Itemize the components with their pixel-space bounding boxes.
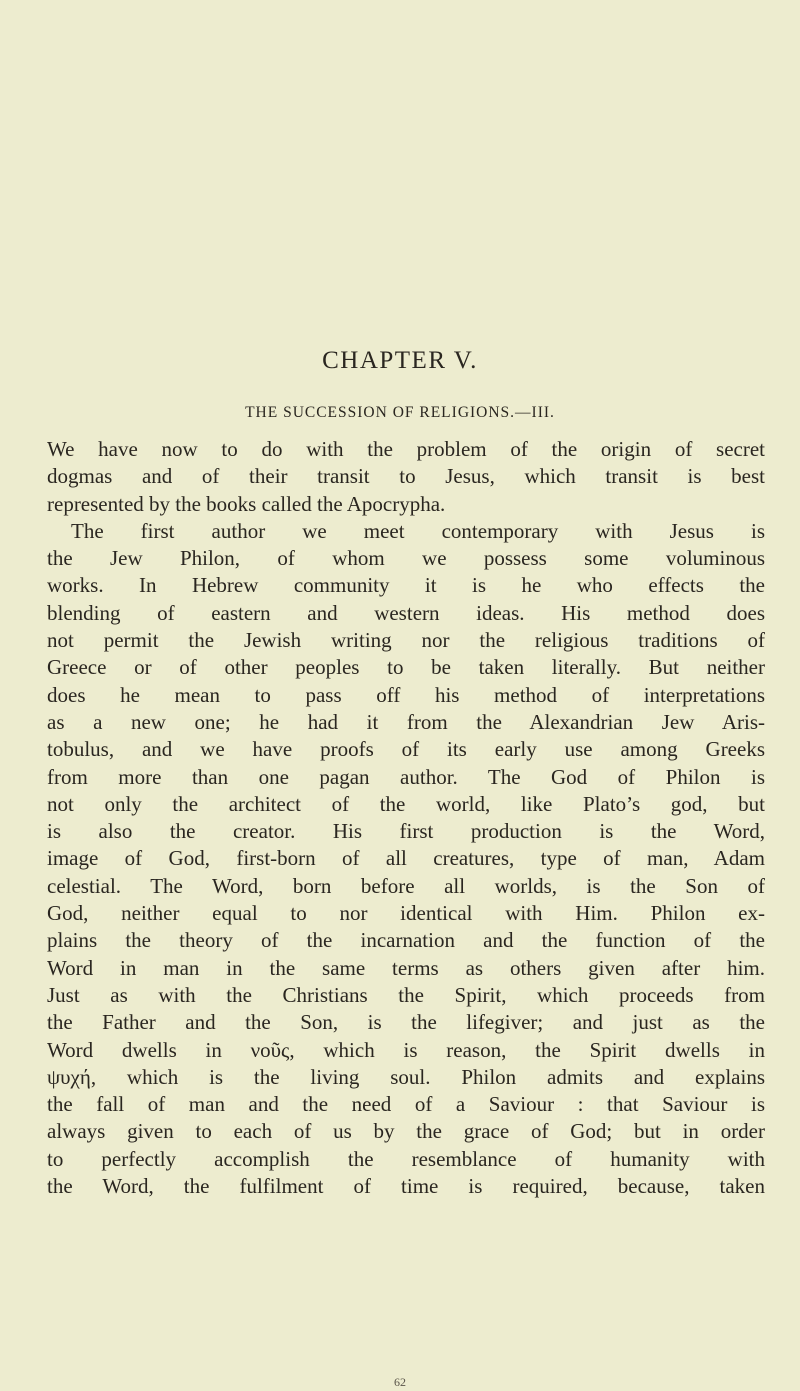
- text-line: tobulus, and we have proofs of its early use among Greeks: [47, 737, 765, 762]
- text-line: always given to each of us by the grace of God; but in order: [47, 1119, 765, 1144]
- text-line: represented by the books called the Apocrypha.: [47, 491, 446, 516]
- text-line: does he mean to pass off his method of interpretations: [47, 682, 765, 707]
- text-line: God, neither equal to nor identical with Him. Philon ex-: [47, 901, 765, 926]
- chapter-title: CHAPTER V.: [322, 347, 478, 374]
- text-line: the fall of man and the need of a Saviour : that Saviour is: [47, 1092, 765, 1117]
- text-line: the Word, the fulfilment of time is required, because, taken: [47, 1174, 765, 1199]
- text-line: to perfectly accomplish the resemblance of humanity with: [47, 1146, 765, 1171]
- page-number: 62: [394, 1375, 406, 1389]
- text-line: Word dwells in νοῦς, which is reason, the Spirit dwells in: [47, 1037, 765, 1062]
- text-line: Just as with the Christians the Spirit, which proceeds from: [47, 982, 765, 1007]
- text-line: Word in man in the same terms as others given after him.: [47, 955, 765, 980]
- text-line: the Jew Philon, of whom we possess some voluminous: [47, 546, 765, 571]
- text-line: dogmas and of their transit to Jesus, which transit is best: [47, 464, 765, 489]
- text-line: plains the theory of the incarnation and the function of the: [47, 928, 765, 953]
- text-line: not only the architect of the world, like Plato’s god, but: [47, 791, 765, 816]
- text-line: not permit the Jewish writing nor the religious traditions of: [47, 628, 765, 653]
- text-line: The first author we meet contemporary with Jesus is: [71, 518, 765, 543]
- text-line: the Father and the Son, is the lifegiver; and just as the: [47, 1010, 765, 1035]
- text-line: image of God, first-born of all creatures, type of man, Adam: [47, 846, 765, 871]
- text-line: Greece or of other peoples to be taken literally. But neither: [47, 655, 765, 680]
- text-line: ψυχή, which is the living soul. Philon admits and explains: [47, 1064, 765, 1089]
- body-text: [47, 436, 765, 1200]
- text-line: blending of eastern and western ideas. His method does: [47, 600, 765, 625]
- chapter-subtitle: THE SUCCESSION OF RELIGIONS.—III.: [245, 404, 555, 421]
- text-line: from more than one pagan author. The God of Philon is: [47, 764, 765, 789]
- text-line: works. In Hebrew community it is he who effects the: [47, 573, 765, 598]
- text-line: is also the creator. His first production is the Word,: [47, 819, 765, 844]
- text-line: as a new one; he had it from the Alexandrian Jew Aris-: [47, 709, 765, 734]
- text-line: We have now to do with the problem of the origin of secret: [47, 437, 765, 461]
- text-line: celestial. The Word, born before all worlds, is the Son of: [47, 873, 765, 898]
